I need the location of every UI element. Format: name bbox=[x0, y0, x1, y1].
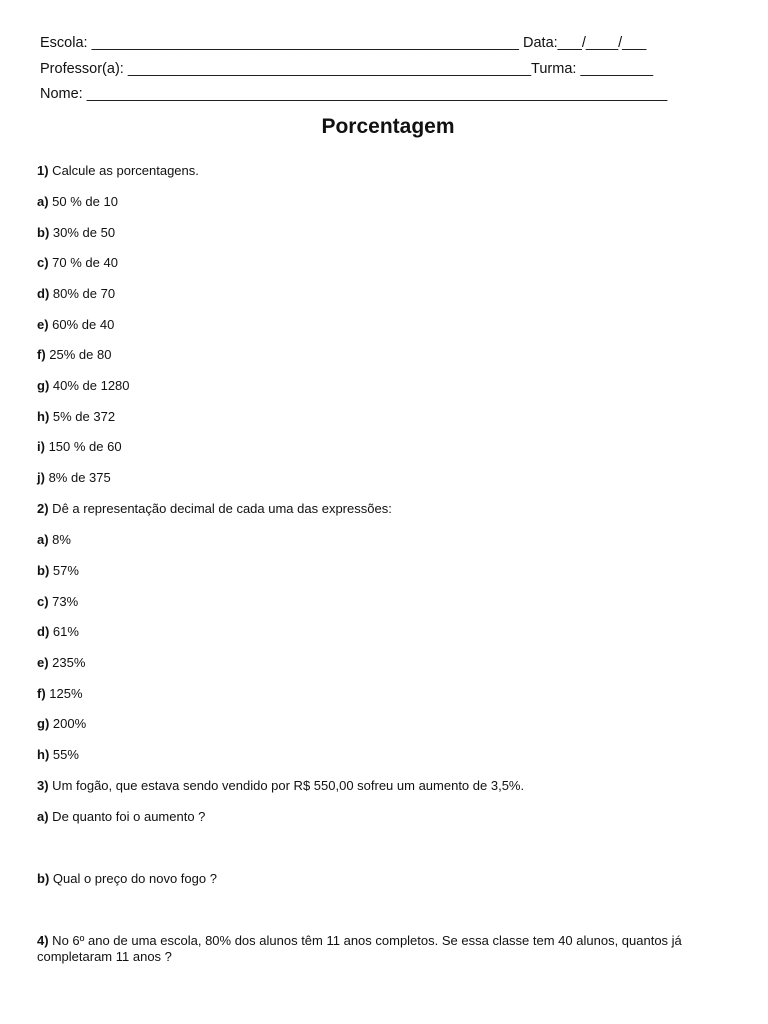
q3-item-b bbox=[37, 871, 217, 887]
item-letter: a) bbox=[37, 532, 49, 547]
q2-item-g bbox=[37, 716, 86, 732]
q1-item-g bbox=[37, 378, 130, 394]
item-letter: h) bbox=[37, 409, 50, 424]
item-text: De quanto foi o aumento ? bbox=[48, 809, 206, 824]
item-text: 8% de 375 bbox=[44, 470, 111, 485]
q3-item-a bbox=[37, 809, 205, 825]
item-letter: d) bbox=[37, 624, 50, 639]
question-text: Calcule as porcentagens. bbox=[48, 163, 199, 178]
item-letter: g) bbox=[37, 378, 50, 393]
q2-item-d bbox=[37, 624, 79, 640]
item-letter: d) bbox=[37, 286, 50, 301]
question-2 bbox=[37, 501, 392, 517]
question-number: 3) bbox=[37, 778, 49, 793]
q2-item-e bbox=[37, 655, 85, 671]
item-letter: a) bbox=[37, 194, 49, 209]
item-text: 30% de 50 bbox=[49, 225, 116, 240]
item-letter: f) bbox=[37, 686, 46, 701]
item-text: 150 % de 60 bbox=[44, 439, 122, 454]
item-letter: i) bbox=[37, 439, 45, 454]
item-text: 5% de 372 bbox=[49, 409, 116, 424]
item-text: 73% bbox=[48, 594, 79, 609]
question-number: 4) bbox=[37, 933, 49, 948]
item-letter: b) bbox=[37, 225, 50, 240]
item-text: 50 % de 10 bbox=[48, 194, 118, 209]
item-text: 61% bbox=[49, 624, 79, 639]
question-1 bbox=[37, 163, 199, 179]
item-text: 57% bbox=[49, 563, 79, 578]
q1-item-e bbox=[37, 317, 114, 333]
item-letter: g) bbox=[37, 716, 50, 731]
item-text: 125% bbox=[45, 686, 83, 701]
item-text: 25% de 80 bbox=[45, 347, 112, 362]
q1-item-b bbox=[37, 225, 115, 241]
item-letter: b) bbox=[37, 871, 50, 886]
page-title: Porcentagem bbox=[321, 115, 455, 138]
item-letter: f) bbox=[37, 347, 46, 362]
item-letter: e) bbox=[37, 655, 49, 670]
item-text: 55% bbox=[49, 747, 79, 762]
item-text: 60% de 40 bbox=[48, 317, 115, 332]
q1-item-i bbox=[37, 439, 122, 455]
q1-item-h bbox=[37, 409, 115, 425]
item-letter: h) bbox=[37, 747, 50, 762]
question-text: Um fogão, que estava sendo vendido por R$ 550,00 sofreu um aumento de 3,5%. bbox=[48, 778, 525, 793]
item-letter: c) bbox=[37, 594, 49, 609]
question-number: 2) bbox=[37, 501, 49, 516]
q2-item-b bbox=[37, 563, 79, 579]
item-text: 8% bbox=[48, 532, 71, 547]
student-name-line: Nome: ________________________________________________________________________ bbox=[40, 86, 668, 102]
item-text: 235% bbox=[48, 655, 86, 670]
q1-item-f bbox=[37, 347, 111, 363]
item-text: 40% de 1280 bbox=[49, 378, 130, 393]
q1-item-a bbox=[37, 194, 118, 210]
q2-item-h bbox=[37, 747, 79, 763]
item-letter: j) bbox=[37, 470, 45, 485]
item-text: 70 % de 40 bbox=[48, 255, 118, 270]
item-text: 200% bbox=[49, 716, 87, 731]
q2-item-f bbox=[37, 686, 83, 702]
item-letter: e) bbox=[37, 317, 49, 332]
q2-item-a bbox=[37, 532, 71, 548]
item-letter: b) bbox=[37, 563, 50, 578]
question-4 bbox=[37, 933, 687, 965]
question-number: 1) bbox=[37, 163, 49, 178]
question-3 bbox=[37, 778, 524, 794]
question-text: No 6º ano de uma escola, 80% dos alunos têm 11 anos completos. Se essa classe tem 40 alunos, quantos já completaram 11 anos ? bbox=[37, 933, 682, 964]
question-text: Dê a representação decimal de cada uma das expressões: bbox=[48, 501, 392, 516]
item-letter: a) bbox=[37, 809, 49, 824]
q2-item-c bbox=[37, 594, 78, 610]
teacher-class-line: Professor(a): __________________________________________________Turma: _________ bbox=[40, 61, 654, 77]
school-date-line: Escola: _____________________________________________________ Data:___/____/___ bbox=[40, 35, 647, 51]
item-text: Qual o preço do novo fogo ? bbox=[49, 871, 217, 886]
q1-item-j bbox=[37, 470, 111, 486]
item-letter: c) bbox=[37, 255, 49, 270]
item-text: 80% de 70 bbox=[49, 286, 116, 301]
q1-item-c bbox=[37, 255, 118, 271]
q1-item-d bbox=[37, 286, 115, 302]
